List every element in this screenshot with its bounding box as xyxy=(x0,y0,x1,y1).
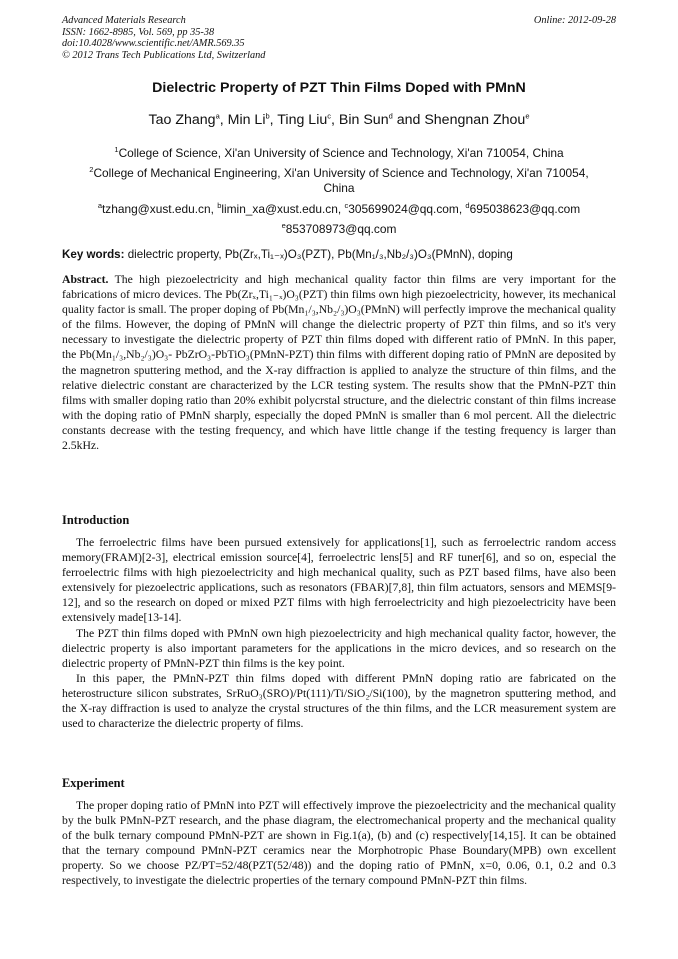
affiliation-num: 1 xyxy=(114,145,119,155)
email-sup: e xyxy=(281,221,286,231)
email-sup: d xyxy=(465,201,470,211)
email-line-2 xyxy=(62,222,616,237)
journal-header xyxy=(62,15,616,61)
author-sep: , xyxy=(219,112,228,128)
paragraph: The proper doping ratio of PMnN into PZT will effectively improve the piezoelectricity and the mechanical quality by the bulk PMnN-PZT research, and the phase diagram, the electromechanical property and the mechanical quality of the bulk ternary compound PMnN-PZT are shown in Fig.1(a), (b) and (c) respectively[14,15]. It can be obtained that the ternary compound PMnN-PZT ceramics near the Morphotropic Phase Boundary(MPB) own excellent property. So we choose PZ/PT=52/48(PZT(52/48)) and the doping ratio of PMnN, x=0, 0.06, 0.1, 0.2 and 0.3 respectively, to investigate the dielectric properties of the ternary compound PMnN-PZT thin films. xyxy=(62,799,616,888)
email-b[interactable]: limin_xa@xust.edu.cn xyxy=(221,202,338,216)
email-sup: c xyxy=(344,201,349,211)
author xyxy=(339,112,424,128)
email-e[interactable]: 853708973@qq.com xyxy=(285,222,397,236)
author xyxy=(277,112,339,128)
paper-title: Dielectric Property of PZT Thin Films Doped with PMnN xyxy=(152,80,526,96)
author-name: Bin Sun xyxy=(338,112,389,128)
author-sep: , xyxy=(269,112,278,128)
keywords-label: Key words: xyxy=(62,248,125,261)
author-name: Ting Liu xyxy=(277,112,328,128)
author-name: Tao Zhang xyxy=(148,112,216,128)
abstract-text: The high piezoelectricity and high mechanical quality factor thin films are very important for the fabrications of micro devices. The Pb(Zrₓ,Ti₁₋ₓ)O₃(PZT) thin films own high piezoelectricity, however, its mechanical quality factor is small. The proper doping of Pb(Mn₁/₃,Nb₂/₃)O₃(PMnN) will perfectly improve the mechanical quality of the films. However, the doping of PMnN will change the dielectric property of PZT thin films, and so it's very necessary to investigate the dielectric property of PZT thin films doped with different ratio of PMnN. In this paper, the Pb(Mn₁/₃,Nb₂/₃)O₃- PbZrO₃-PbTiO₃(PMnN-PZT) thin films with different doping ratio of PMnN are deposited by the magnetron sputtering method, and the X-ray diffraction is applied to analyze the structure of thin films, and the relative dielectric constant are characterized by the LCR testing system. The results show that the PMnN-PZT thin films with smaller doping ratio than 20% exhibit polycrstal structure, and the dielectric constant of thin films increase with the doping ratio of PMnN sharply, especially the doped PMnN is smaller than 6 mol percent. All the dielectric constants decrease with the testing frequency, and which have little change if the testing frequency is larger than 2.5kHz. xyxy=(62,273,616,453)
author-sup: a xyxy=(215,111,220,121)
author-sep: and xyxy=(392,112,425,128)
author-name: Shengnan Zhou xyxy=(424,112,526,128)
affiliation-num: 2 xyxy=(89,165,94,175)
email-c[interactable]: 305699024@qq.com xyxy=(348,202,459,216)
journal-name: Advanced Materials Research xyxy=(62,15,186,26)
keywords xyxy=(62,248,616,262)
author-list xyxy=(62,112,616,128)
online-date: Online: 2012-09-28 xyxy=(533,15,616,26)
introduction-body xyxy=(62,535,616,731)
abstract-label: Abstract. xyxy=(62,273,109,286)
paragraph: In this paper, the PMnN-PZT thin films doped with different PMnN doping ratio are fabricated on the heterostructure silicon substrates, SrRuO₃(SRO)/Pt(111)/Ti/SiO₂/Si(100), by the magnetron sputtering method, and the X-ray diffraction is used to analyze the crystal structures of the thin films, and the LCR measurement system are used to characterize the dielectric property of films. xyxy=(62,671,616,731)
experiment-body xyxy=(62,798,616,889)
author-name: Min Li xyxy=(227,112,266,128)
section-heading-introduction: Introduction xyxy=(62,513,130,527)
author xyxy=(228,112,278,128)
email-sup: b xyxy=(217,201,222,211)
paragraph: The PZT thin films doped with PMnN own high piezoelectricity and high mechanical quality factor, however, the dielectric property is also important parameters for the applications in the micro devices, and so research on the dielectric property of PMnN-PZT thin films is the key point. xyxy=(62,626,616,670)
email-a[interactable]: tzhang@xust.edu.cn xyxy=(101,202,211,216)
affiliation-1 xyxy=(62,146,616,161)
author-sup: e xyxy=(525,111,530,121)
affiliation-2 xyxy=(62,166,616,196)
keywords-text: dielectric property, Pb(Zrₓ,Ti₁₋ₓ)O₃(PZT), Pb(Mn₁/₃,Nb₂/₃)O₃(PMnN), doping xyxy=(127,248,513,261)
author xyxy=(424,112,529,128)
author-sup: d xyxy=(388,111,393,121)
copyright-line: © 2012 Trans Tech Publications Ltd, Switzerland xyxy=(62,49,266,61)
paragraph: The ferroelectric films have been pursued extensively for applications[1], such as ferroelectric random access memory(FRAM)[2-3], electrical emission source[4], ferroelectric lens[5] and RF tuner[6], and so on, especial the ferroelectric films with high piezoelectricity and high mechanical quality, such as PZT based films, have also been extensively for piezoelectric applications, such as resonators (FBAR)[7,8], thin film actuators, sensors and MEMS[9-12], and so the research on doped or mixed PZT films with high ferroelectricity and high piezoelectricity have been extensively made[13-14]. xyxy=(62,536,616,625)
section-heading-experiment: Experiment xyxy=(62,776,125,790)
email-sup: a xyxy=(97,201,102,211)
issn-line: ISSN: 1662-8985, Vol. 569, pp 35-38 xyxy=(62,26,215,38)
email-d[interactable]: 695038623@qq.com xyxy=(469,202,581,216)
email-line: $^a$tzhang@xust.edu.cn, $^b$limin_xa@xust.edu.cn, $^c$305699024@qq.com, $^d$695038623@qq.com xyxy=(97,201,581,216)
author xyxy=(149,112,228,128)
doi-line: doi:10.4028/www.scientific.net/AMR.569.35 xyxy=(62,38,245,50)
abstract xyxy=(62,272,616,453)
affiliation-text: College of Mechanical Engineering, Xi'an University of Science and Technology, Xi'an 710054, China xyxy=(93,166,589,195)
author-sup: c xyxy=(327,111,331,121)
author-sup: b xyxy=(265,111,270,121)
affiliation-text: College of Science, Xi'an University of Science and Technology, Xi'an 710054, China xyxy=(118,146,564,160)
author-sep: , xyxy=(331,112,339,128)
